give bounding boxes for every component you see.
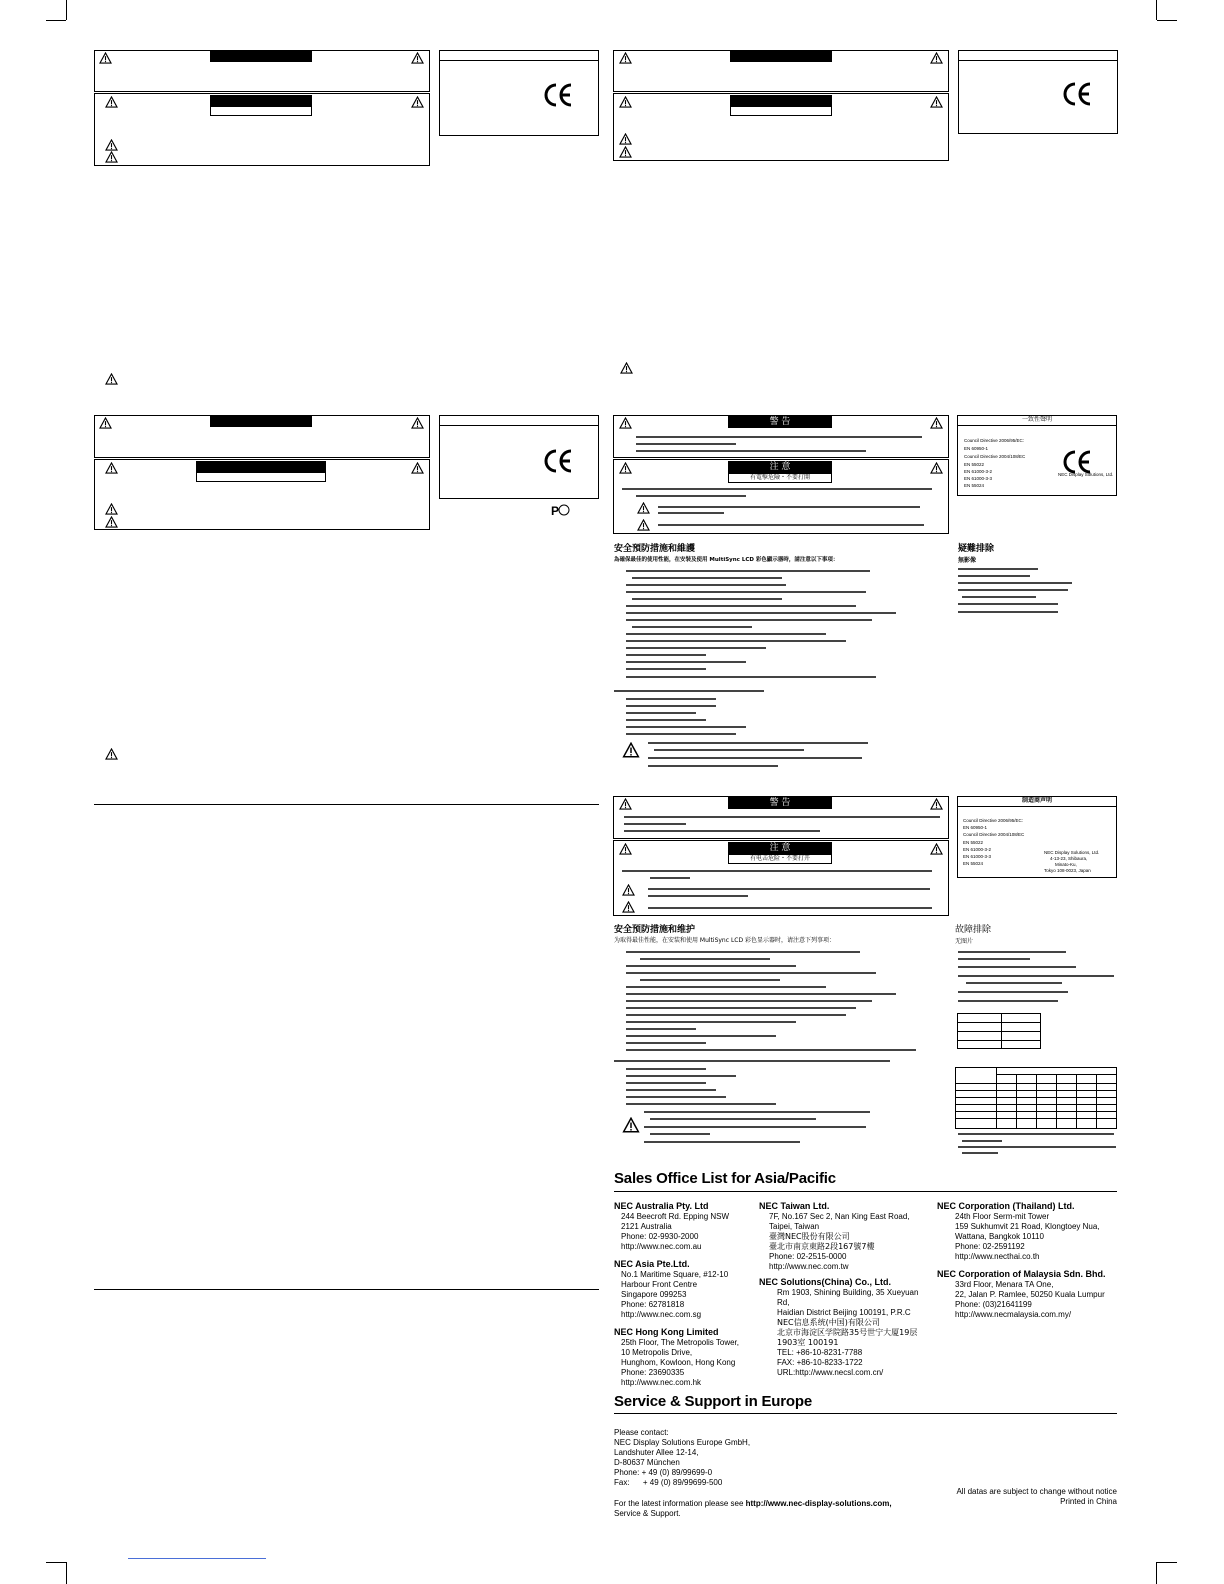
ce-mark-icon — [544, 449, 574, 473]
table-row-divider — [957, 1022, 1041, 1023]
tc-trouble-title: 疑難排除 — [958, 544, 995, 554]
office-line: Phone: 02-9930-2000 — [621, 1232, 699, 1241]
declaration-directive: Council Directive 2004/108/EC — [963, 832, 1025, 837]
tc-safety-title: 安全預防措施和維護 — [614, 544, 696, 554]
contact-line: Phone: + 49 (0) 89/99699-0 — [614, 1468, 713, 1477]
warning-triangle-icon — [637, 519, 650, 531]
warning-triangle-icon — [930, 462, 943, 474]
warning-triangle-icon — [930, 798, 943, 810]
warning-triangle-icon — [105, 373, 118, 385]
text-line — [958, 568, 1038, 570]
office-line: Phone: 02-2515-0000 — [769, 1252, 847, 1261]
svg-text:P: P — [551, 504, 560, 517]
text-line — [958, 1000, 1058, 1002]
service-europe-contact — [614, 1428, 914, 1488]
warning-triangle-icon — [411, 52, 424, 64]
table-column-divider — [996, 1067, 997, 1129]
text-line — [958, 582, 1072, 584]
crop-mark — [1157, 1562, 1177, 1563]
text-line — [626, 951, 860, 953]
warning-triangle-icon — [105, 516, 118, 528]
office-nec-hong-kong — [614, 1326, 764, 1388]
caution-title-bar — [196, 461, 326, 472]
office-line: NEC信息系统(中国)有限公司 — [777, 1318, 880, 1327]
text-line — [626, 733, 736, 735]
office-line: 7F, No.167 Sec 2, Nan King East Road, — [769, 1212, 910, 1221]
warning-triangle-icon — [930, 417, 943, 429]
warning-triangle-icon — [619, 146, 632, 158]
office-line: 25th Floor, The Metropolis Tower, — [621, 1338, 739, 1347]
table-row-divider — [996, 1074, 1117, 1075]
crop-mark — [66, 1562, 67, 1584]
text-line — [626, 705, 716, 707]
warning-triangle-icon — [637, 502, 650, 514]
warning-title-bar — [730, 51, 832, 62]
office-line: 2121 Australia — [621, 1222, 672, 1231]
text-line — [626, 1000, 872, 1002]
text-line — [636, 436, 922, 438]
office-line: 22, Jalan P. Ramlee, 50250 Kuala Lumpur — [955, 1290, 1105, 1299]
text-line — [626, 986, 826, 988]
declaration-divider — [957, 806, 1117, 807]
text-line — [622, 488, 932, 490]
warning-triangle-icon — [619, 843, 632, 855]
text-line — [626, 1007, 856, 1009]
warning-triangle-icon — [930, 96, 943, 108]
text-line — [626, 1049, 916, 1051]
warning-triangle-icon — [411, 96, 424, 108]
declaration-standard: EN 60950-1 — [964, 446, 989, 451]
section-rule — [614, 1413, 1117, 1414]
office-line: http://www.necmalaysia.com.my/ — [955, 1310, 1072, 1319]
office-nec-china — [759, 1276, 931, 1378]
warning-triangle-icon — [930, 843, 943, 855]
office-line: Hunghom, Kowloon, Hong Kong — [621, 1358, 736, 1367]
text-line — [626, 1075, 736, 1077]
office-line: No.1 Maritime Square, #12-10 — [621, 1270, 729, 1279]
text-line — [626, 654, 706, 656]
warning-triangle-icon — [619, 52, 632, 64]
office-line: http://www.nec.com.tw — [769, 1262, 849, 1271]
text-line — [648, 907, 932, 909]
tc-caution-subtitle: 有電擊危險・不要打開 — [749, 474, 810, 481]
pse-mark-icon — [551, 503, 571, 517]
text-line — [626, 1042, 706, 1044]
office-line: 臺灣NEC股份有限公司 — [769, 1232, 850, 1241]
warning-triangle-icon — [619, 133, 632, 145]
office-line: Phone: 02-2591192 — [955, 1242, 1025, 1251]
text-line — [658, 512, 724, 514]
crop-mark — [46, 20, 66, 21]
text-line — [958, 1146, 1116, 1148]
tc-caution-title: 注 意 — [769, 462, 791, 472]
office-line: Wattana, Bangkok 10110 — [955, 1232, 1044, 1241]
declaration-directive: Council Directive 2006/95/EC: — [964, 438, 1025, 443]
text-line — [636, 450, 866, 452]
caution-title-bar — [210, 95, 312, 106]
table-column-divider — [1056, 1074, 1057, 1129]
office-name: NEC Corporation of Malaysia Sdn. Bhd. — [937, 1269, 1106, 1279]
section-divider — [94, 804, 599, 805]
text-line — [626, 605, 856, 607]
office-line: Singapore 099253 — [621, 1290, 687, 1299]
table-column-divider — [1076, 1074, 1077, 1129]
warning-triangle-icon — [99, 52, 112, 64]
warning-triangle-icon — [105, 503, 118, 515]
declaration-directive: Council Directive 2006/95/EC: — [963, 818, 1024, 823]
text-line — [958, 991, 1068, 993]
text-line — [958, 589, 1068, 591]
text-line — [958, 1133, 1114, 1135]
text-line — [962, 1140, 1002, 1142]
text-line — [626, 640, 846, 642]
declaration-standard: EN 61000-3-3 — [964, 476, 993, 481]
declaration-divider — [439, 425, 599, 426]
latest-info-text: For the latest information please see — [614, 1499, 746, 1508]
text-line — [626, 612, 896, 614]
sc-safety-intro: 为取得最佳性能，在安装和使用 MultiSync LCD 彩色显示器时，请注意下列事项： — [614, 937, 836, 944]
table-row-divider — [957, 1031, 1041, 1032]
tc-safety-intro: 為確保最佳的使用性能，在安裝及使用 MultiSync LCD 彩色顯示器時，請注意以下事項： — [614, 557, 839, 563]
sc-trouble-title: 故障排除 — [955, 925, 992, 935]
text-line — [626, 1089, 716, 1091]
office-name: NEC Hong Kong Limited — [614, 1327, 719, 1337]
declaration-box — [439, 50, 599, 136]
text-line — [958, 575, 1030, 577]
text-line — [648, 765, 778, 767]
declaration-standard: EN 61000-3-2 — [963, 847, 992, 852]
declaration-box — [439, 415, 599, 499]
office-nec-taiwan — [759, 1200, 931, 1272]
office-nec-asia — [614, 1258, 764, 1320]
text-line — [958, 975, 1114, 977]
text-line — [626, 661, 746, 663]
declaration-directive: Council Directive 2004/108/EC — [964, 454, 1026, 459]
warning-triangle-icon — [622, 901, 635, 913]
office-name: NEC Taiwan Ltd. — [759, 1201, 830, 1211]
text-line — [632, 626, 752, 628]
contact-line: D-80637 München — [614, 1458, 680, 1467]
warning-triangle-icon — [105, 139, 118, 151]
text-line — [626, 1082, 706, 1084]
office-nec-malaysia — [937, 1268, 1123, 1320]
sc-declaration-title: 制造商声明 — [1021, 797, 1052, 804]
text-line — [648, 888, 930, 890]
text-line — [626, 965, 796, 967]
office-line: Phone: (03)21641199 — [955, 1300, 1032, 1309]
declaration-standard: EN 60950-1 — [963, 825, 988, 830]
declaration-divider — [958, 60, 1118, 61]
office-line: 北京市海淀区学院路35号世宁大厦19层 — [777, 1328, 918, 1337]
text-line — [626, 1028, 696, 1030]
table-column-divider — [1036, 1074, 1037, 1129]
caution-subtitle-bar — [210, 106, 312, 116]
office-line: Phone: 62781818 — [621, 1300, 685, 1309]
sc-warning-title: 警 告 — [769, 798, 791, 808]
text-line — [636, 495, 746, 497]
caution-subtitle-bar — [730, 106, 832, 116]
warning-triangle-icon — [105, 748, 118, 760]
text-line — [626, 1103, 776, 1105]
warning-triangle-icon — [619, 417, 632, 429]
text-line — [966, 982, 1062, 984]
text-line — [644, 1126, 866, 1128]
office-line: Taipei, Taiwan — [769, 1222, 820, 1231]
office-name: NEC Corporation (Thailand) Ltd. — [937, 1201, 1075, 1211]
text-line — [648, 742, 868, 744]
sc-caution-title: 注 意 — [769, 843, 791, 853]
office-line: 臺北市南京東路2段167號7樓 — [769, 1242, 875, 1251]
tc-trouble-subtitle: 無影像 — [958, 557, 977, 564]
declaration-standard: EN 61000-3-2 — [964, 469, 993, 474]
warning-triangle-icon — [622, 1117, 640, 1133]
text-line — [958, 958, 1030, 960]
contact-line: NEC Display Solutions Europe GmbH, — [614, 1438, 751, 1447]
text-line — [648, 895, 748, 897]
text-line — [958, 951, 1066, 953]
text-line — [626, 584, 786, 586]
office-line: TEL: +86-10-8231-7788 — [777, 1348, 863, 1357]
text-line — [958, 603, 1058, 605]
latest-info-link[interactable]: http://www.nec-display-solutions.com, — [745, 1499, 892, 1508]
text-line — [624, 830, 820, 832]
table-column-divider — [1096, 1074, 1097, 1129]
text-line — [626, 719, 706, 721]
text-line — [626, 647, 766, 649]
warning-triangle-icon — [105, 96, 118, 108]
office-name: NEC Australia Pty. Ltd — [614, 1201, 709, 1211]
text-line — [626, 1021, 796, 1023]
declaration-standard: EN 55024 — [963, 861, 984, 866]
declaration-address: 4-13-23, Shibaura, — [1050, 856, 1088, 861]
office-name: NEC Asia Pte.Ltd. — [614, 1259, 690, 1269]
text-line — [648, 757, 862, 759]
warning-triangle-icon — [622, 884, 635, 896]
ce-mark-icon — [544, 83, 574, 107]
text-line — [622, 870, 932, 872]
text-line — [624, 823, 686, 825]
text-line — [958, 611, 1058, 613]
text-line — [626, 726, 746, 728]
office-line: Harbour Front Centre — [621, 1280, 698, 1289]
office-line: FAX: +86-10-8233-1722 — [777, 1358, 863, 1367]
declaration-company: NEC Display Solutions, Ltd. — [1044, 850, 1100, 855]
warning-triangle-icon — [99, 417, 112, 429]
text-line — [632, 598, 782, 600]
footer-printed: Printed in China — [1060, 1497, 1117, 1506]
contact-line: Fax: + 49 (0) 89/99699-500 — [614, 1478, 723, 1487]
office-line: Phone: 23690335 — [621, 1368, 685, 1377]
office-name: NEC Solutions(China) Co., Ltd. — [759, 1277, 891, 1287]
text-line — [640, 958, 770, 960]
text-line — [632, 577, 782, 579]
table-column-divider — [1001, 1013, 1002, 1049]
contact-line: Please contact: — [614, 1428, 669, 1437]
crop-mark — [66, 0, 67, 20]
sc-safety-title: 安全预防措施和维护 — [614, 925, 696, 935]
service-europe-title: Service & Support in Europe — [614, 1393, 812, 1410]
text-line — [614, 690, 764, 692]
office-line: 159 Sukhumvit 21 Road, Klongtoey Nua, — [955, 1222, 1100, 1231]
text-line — [650, 1133, 710, 1135]
text-line — [650, 1118, 816, 1120]
warning-triangle-icon — [620, 362, 633, 374]
declaration-standard: EN 55022 — [963, 840, 984, 845]
office-line: http://www.nec.com.au — [621, 1242, 702, 1251]
text-line — [658, 524, 924, 526]
table-column-divider — [1016, 1074, 1017, 1129]
text-line — [962, 596, 1036, 598]
footer-notice: All datas are subject to change without notice — [956, 1487, 1117, 1496]
office-line: Rm 1903, Shining Building, 35 Xueyuan Rd, — [777, 1288, 919, 1307]
declaration-divider — [439, 60, 599, 61]
office-nec-australia — [614, 1200, 764, 1252]
text-line — [962, 1152, 998, 1154]
ce-mark-icon — [1063, 82, 1093, 106]
office-nec-thailand — [937, 1200, 1117, 1262]
text-line — [626, 633, 826, 635]
text-line — [626, 972, 876, 974]
warning-triangle-icon — [105, 151, 118, 163]
margin-line — [128, 1558, 266, 1559]
text-line — [626, 698, 716, 700]
text-line — [958, 966, 1076, 968]
latest-info-text: Service & Support. — [614, 1509, 681, 1518]
tc-declaration-title: 一致性聲明 — [1021, 416, 1052, 423]
text-line — [654, 749, 804, 751]
table-row-divider — [957, 1040, 1041, 1041]
declaration-divider — [957, 425, 1117, 426]
text-line — [626, 993, 896, 995]
office-line: 10 Metropolis Drive, — [621, 1348, 693, 1357]
declaration-standard: EN 61000-3-3 — [963, 854, 992, 859]
section-divider — [94, 1289, 599, 1290]
crop-mark — [1156, 0, 1157, 20]
text-line — [614, 1060, 890, 1062]
warning-triangle-icon — [619, 462, 632, 474]
declaration-box — [958, 50, 1118, 134]
crop-mark — [1156, 1562, 1157, 1584]
text-line — [644, 1141, 800, 1143]
warning-triangle-icon — [411, 462, 424, 474]
sales-office-title: Sales Office List for Asia/Pacific — [614, 1170, 836, 1187]
text-line — [626, 668, 706, 670]
tc-warning-title: 警 告 — [769, 417, 791, 427]
warning-title-bar — [210, 51, 312, 62]
text-line — [626, 570, 870, 572]
warning-triangle-icon — [619, 798, 632, 810]
text-line — [626, 1068, 706, 1070]
text-line — [624, 816, 940, 818]
office-line: http://www.nec.com.hk — [621, 1378, 702, 1387]
text-line — [626, 712, 696, 714]
crop-mark — [46, 1562, 66, 1563]
declaration-standard: EN 55024 — [964, 483, 985, 488]
text-line — [626, 676, 876, 678]
office-line: http://www.nec.com.sg — [621, 1310, 702, 1319]
text-line — [626, 591, 866, 593]
text-line — [650, 877, 690, 879]
latest-info — [614, 1499, 934, 1519]
crop-mark — [1157, 20, 1177, 21]
text-line — [626, 1096, 726, 1098]
declaration-standard: EN 55022 — [964, 462, 985, 467]
text-line — [626, 619, 872, 621]
caution-title-bar — [730, 95, 832, 106]
office-line: 244 Beecroft Rd. Epping NSW — [621, 1212, 730, 1221]
office-line: URL:http://www.necsl.com.cn/ — [777, 1368, 884, 1377]
caution-subtitle-bar — [196, 472, 326, 482]
office-line: Haidian District Beijing 100191, P.R.C — [777, 1308, 911, 1317]
office-line: 1903室 100191 — [777, 1338, 839, 1347]
warning-triangle-icon — [411, 417, 424, 429]
office-line: http://www.necthai.co.th — [955, 1252, 1040, 1261]
declaration-company: NEC Display Solutions, Ltd. — [1058, 472, 1114, 477]
office-line: 24th Floor Serm-mit Tower — [955, 1212, 1050, 1221]
sc-trouble-subtitle: 无图片 — [955, 938, 974, 945]
sc-caution-subtitle: 有电击危险・不要打开 — [749, 855, 810, 862]
warning-triangle-icon — [930, 52, 943, 64]
ce-mark-icon — [1063, 450, 1093, 474]
section-rule — [614, 1191, 1117, 1192]
text-line — [636, 443, 736, 445]
warning-triangle-icon — [105, 462, 118, 474]
text-line — [626, 1014, 846, 1016]
text-line — [640, 979, 780, 981]
warning-title-bar — [210, 416, 312, 427]
text-line — [658, 506, 920, 508]
declaration-address: Tokyo 108-0023, Japan — [1044, 868, 1091, 873]
warning-triangle-icon — [619, 96, 632, 108]
office-line: 33rd Floor, Menara TA One, — [955, 1280, 1054, 1289]
warning-triangle-icon — [622, 742, 640, 758]
declaration-address: Minato-Ku, — [1055, 862, 1077, 867]
text-line — [644, 1111, 870, 1113]
contact-line: Landshuter Allee 12-14, — [614, 1448, 699, 1457]
text-line — [626, 1035, 776, 1037]
